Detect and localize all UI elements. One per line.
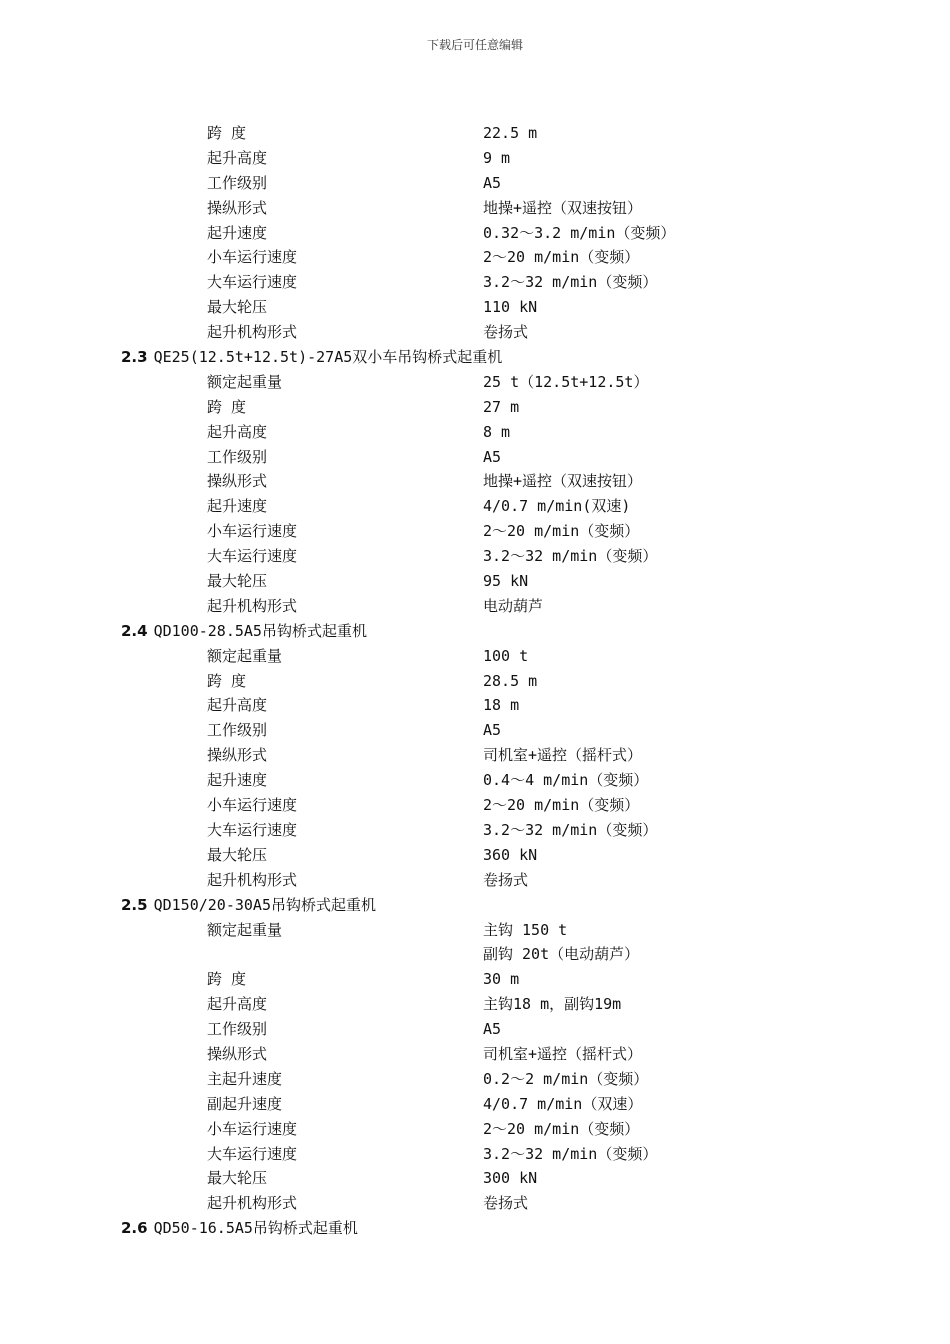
spec-value: 0.2～2 m/min（变频） <box>483 1069 649 1088</box>
spec-label: 工作级别 <box>207 721 268 740</box>
spec-row <box>0 494 950 519</box>
section-number: 2.5 <box>121 895 148 914</box>
spec-label: 大车运行速度 <box>207 1144 298 1163</box>
spec-value: 4/0.7 m/min(双速) <box>483 497 631 516</box>
spec-label: 小车运行速度 <box>207 796 298 815</box>
spec-value: 3.2～32 m/min（变频） <box>483 1144 658 1163</box>
spec-value: 9 m <box>483 148 511 167</box>
spec-label: 大车运行速度 <box>207 547 298 566</box>
spec-row <box>0 469 950 494</box>
spec-label: 起升速度 <box>207 223 268 242</box>
spec-value: 110 kN <box>483 298 538 317</box>
spec-value: 360 kN <box>483 845 538 864</box>
spec-row <box>0 992 950 1017</box>
spec-label: 大车运行速度 <box>207 273 298 292</box>
spec-value: 18 m <box>483 696 520 715</box>
spec-label: 小车运行速度 <box>207 248 298 267</box>
spec-value: 2～20 m/min（变频） <box>483 248 640 267</box>
spec-row <box>0 245 950 270</box>
spec-value: 主钩18 m，副钩19m <box>483 995 622 1014</box>
spec-value: 电动葫芦 <box>483 596 544 615</box>
spec-row <box>0 370 950 395</box>
spec-value: 地操+遥控（双速按钮） <box>483 198 643 217</box>
spec-value: A5 <box>483 173 502 192</box>
spec-label: 起升高度 <box>207 696 268 715</box>
spec-value: 8 m <box>483 422 511 441</box>
spec-row <box>0 918 950 943</box>
spec-label: 最大轮压 <box>207 1169 268 1188</box>
spec-value: 300 kN <box>483 1169 538 1188</box>
spec-row <box>0 196 950 221</box>
spec-row <box>0 569 950 594</box>
spec-value: 22.5 m <box>483 124 538 142</box>
spec-label: 工作级别 <box>207 447 268 466</box>
spec-row <box>0 1017 950 1042</box>
spec-label: 跨 度 <box>207 671 247 690</box>
spec-label: 操纵形式 <box>207 198 268 217</box>
spec-row <box>0 171 950 196</box>
section-heading <box>0 1216 950 1241</box>
section-heading <box>0 345 950 370</box>
spec-value: 2～20 m/min（变频） <box>483 522 640 541</box>
section-number: 2.4 <box>121 621 148 640</box>
spec-row <box>0 295 950 320</box>
spec-label: 额定起重量 <box>207 920 283 939</box>
section-number: 2.3 <box>121 348 148 367</box>
spec-label: 操纵形式 <box>207 472 268 491</box>
spec-row <box>0 743 950 768</box>
spec-value: 95 kN <box>483 572 529 591</box>
spec-row <box>0 221 950 246</box>
spec-value: 28.5 m <box>483 671 538 690</box>
spec-row <box>0 594 950 619</box>
spec-label: 起升高度 <box>207 995 268 1014</box>
spec-value: A5 <box>483 1020 502 1039</box>
spec-label: 工作级别 <box>207 1020 268 1039</box>
spec-value: 3.2～32 m/min（变频） <box>483 547 658 566</box>
spec-row <box>0 818 950 843</box>
spec-row <box>0 693 950 718</box>
spec-label: 额定起重量 <box>207 646 283 665</box>
section-title: QE25(12.5t+12.5t)-27A5双小车吊钩桥式起重机 <box>153 348 503 367</box>
spec-label: 工作级别 <box>207 173 268 192</box>
spec-label: 跨 度 <box>207 397 247 416</box>
spec-row <box>0 519 950 544</box>
section-heading-text <box>121 619 367 644</box>
spec-row <box>0 121 950 146</box>
spec-row <box>0 544 950 569</box>
section-heading <box>0 619 950 644</box>
spec-value: 3.2～32 m/min（变频） <box>483 273 658 292</box>
spec-value: 2～20 m/min（变频） <box>483 796 640 815</box>
spec-label: 起升机构形式 <box>207 323 298 342</box>
spec-row <box>0 146 950 171</box>
spec-label: 起升高度 <box>207 422 268 441</box>
spec-row <box>0 395 950 420</box>
spec-value: 卷扬式 <box>483 870 529 889</box>
spec-row <box>0 320 950 345</box>
section-heading-text <box>121 893 376 918</box>
section-number: 2.6 <box>121 1219 148 1238</box>
spec-row <box>0 768 950 793</box>
spec-row <box>0 1067 950 1092</box>
spec-row <box>0 793 950 818</box>
spec-value: 100 t <box>483 646 529 665</box>
spec-label: 最大轮压 <box>207 845 268 864</box>
spec-label: 最大轮压 <box>207 572 268 591</box>
spec-label: 额定起重量 <box>207 372 283 391</box>
spec-row <box>0 1191 950 1216</box>
spec-value: A5 <box>483 721 502 740</box>
spec-label: 操纵形式 <box>207 746 268 765</box>
spec-label: 小车运行速度 <box>207 1119 298 1138</box>
spec-row <box>0 1166 950 1191</box>
spec-label: 跨 度 <box>207 970 247 989</box>
section-title: QD150/20-30A5吊钩桥式起重机 <box>153 895 376 914</box>
spec-row <box>0 1117 950 1142</box>
spec-document-body <box>0 121 950 1241</box>
spec-value: 3.2～32 m/min（变频） <box>483 820 658 839</box>
spec-row <box>0 942 950 967</box>
spec-row <box>0 967 950 992</box>
spec-label: 主起升速度 <box>207 1069 283 1088</box>
spec-value: 2～20 m/min（变频） <box>483 1119 640 1138</box>
spec-label: 副起升速度 <box>207 1094 283 1113</box>
spec-label: 操纵形式 <box>207 1044 268 1063</box>
section-heading-text <box>121 345 502 370</box>
spec-row <box>0 1142 950 1167</box>
section-heading-text <box>121 1216 358 1241</box>
spec-label: 大车运行速度 <box>207 820 298 839</box>
spec-value: 27 m <box>483 397 520 416</box>
spec-row <box>0 270 950 295</box>
spec-label: 起升速度 <box>207 771 268 790</box>
spec-value: 副钩 20t（电动葫芦） <box>483 945 640 964</box>
section-title: QD100-28.5A5吊钩桥式起重机 <box>153 621 367 640</box>
spec-value: 0.32～3.2 m/min（变频） <box>483 223 676 242</box>
spec-row <box>0 1092 950 1117</box>
spec-row <box>0 843 950 868</box>
spec-value: 司机室+遥控（摇杆式） <box>483 1044 643 1063</box>
spec-value: 地操+遥控（双速按钮） <box>483 472 643 491</box>
spec-value: 卷扬式 <box>483 323 529 342</box>
page-header: 下载后可任意编辑 <box>426 38 523 52</box>
spec-value: 30 m <box>483 970 520 989</box>
spec-row <box>0 669 950 694</box>
spec-value: A5 <box>483 447 502 466</box>
spec-label: 起升机构形式 <box>207 596 298 615</box>
spec-label: 最大轮压 <box>207 298 268 317</box>
spec-row <box>0 1042 950 1067</box>
spec-value: 25 t（12.5t+12.5t） <box>483 372 649 391</box>
section-heading <box>0 893 950 918</box>
spec-row <box>0 445 950 470</box>
spec-row <box>0 420 950 445</box>
spec-label: 小车运行速度 <box>207 522 298 541</box>
spec-value: 0.4～4 m/min（变频） <box>483 771 649 790</box>
spec-label: 跨 度 <box>207 124 247 142</box>
spec-row <box>0 718 950 743</box>
spec-value: 4/0.7 m/min（双速） <box>483 1094 643 1113</box>
spec-label: 起升机构形式 <box>207 1194 298 1213</box>
section-title: QD50-16.5A5吊钩桥式起重机 <box>153 1219 358 1238</box>
spec-label: 起升高度 <box>207 148 268 167</box>
spec-value: 卷扬式 <box>483 1194 529 1213</box>
spec-row <box>0 644 950 669</box>
spec-label: 起升机构形式 <box>207 870 298 889</box>
spec-label: 起升速度 <box>207 497 268 516</box>
spec-value: 主钩 150 t <box>483 920 568 939</box>
spec-row <box>0 868 950 893</box>
spec-value: 司机室+遥控（摇杆式） <box>483 746 643 765</box>
